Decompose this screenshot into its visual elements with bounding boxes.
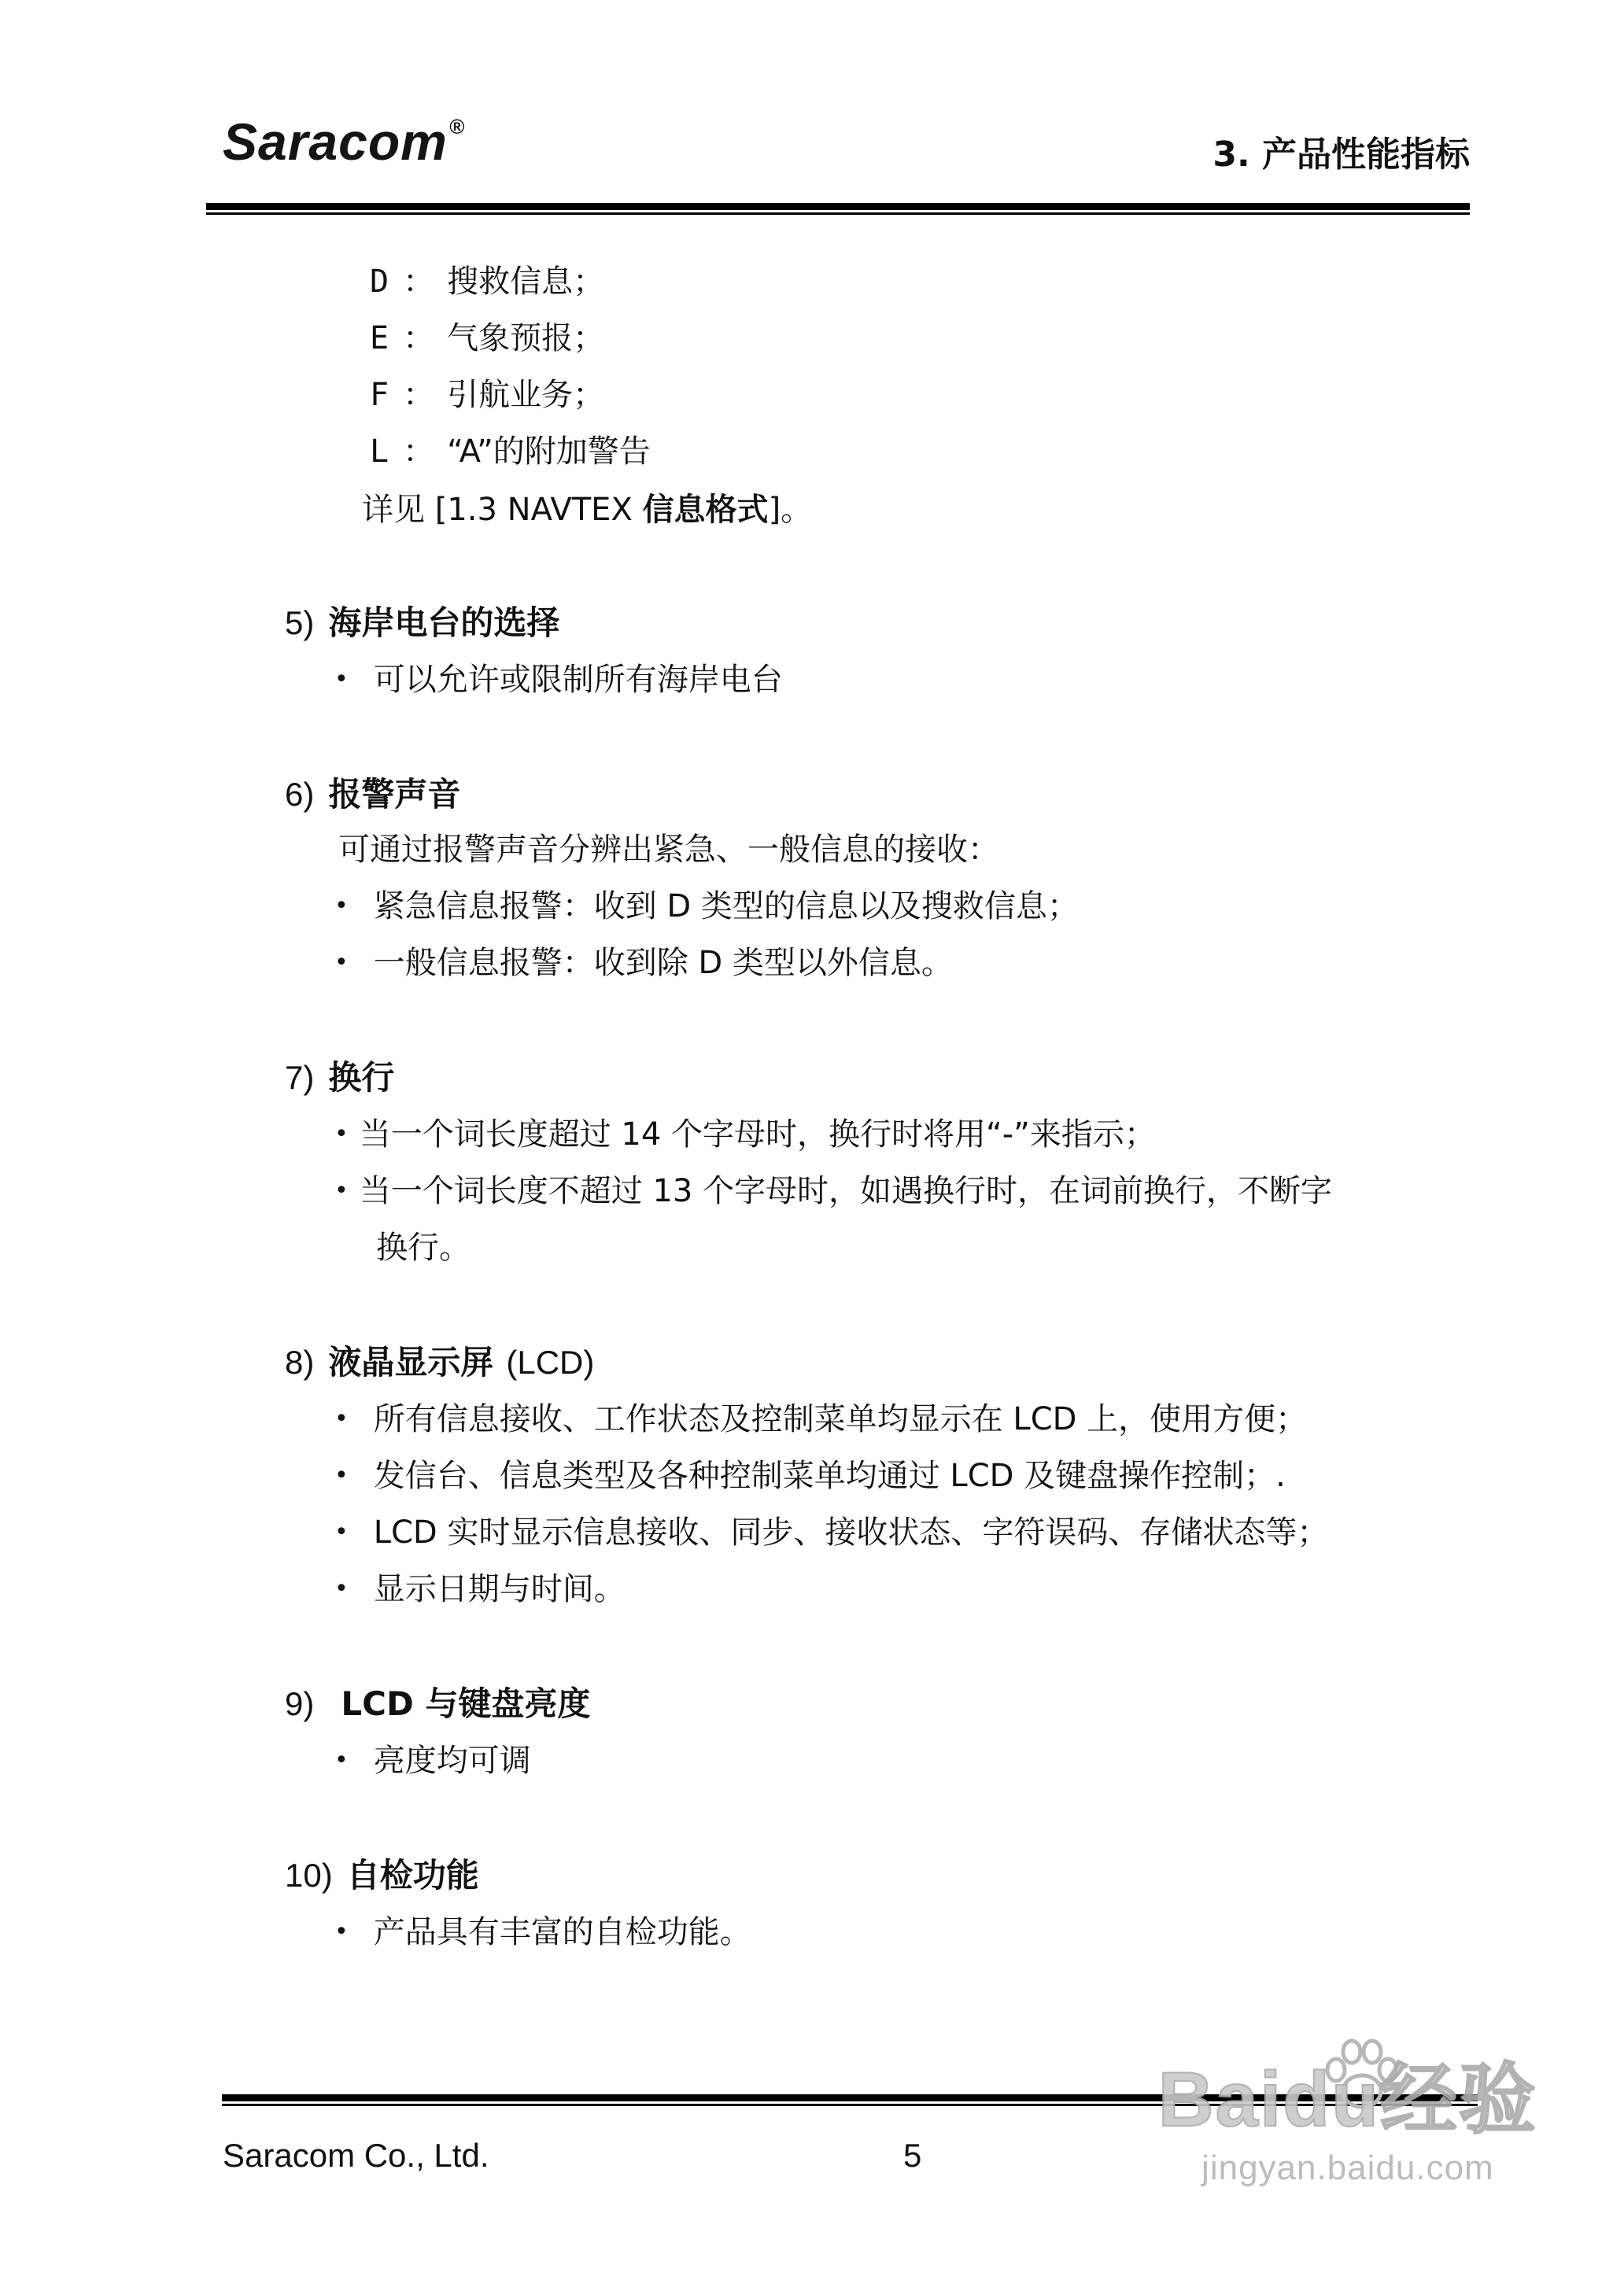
list-item: • 可以允许或限制所有海岸电台 xyxy=(334,662,783,698)
list-item: • 一般信息报警：收到除 D 类型以外信息。 xyxy=(334,945,953,981)
list-item: • 当一个词长度不超过 13 个字母时，如遇换行时，在词前换行，不断字 xyxy=(334,1173,1333,1209)
message-type-e: E ： 气象预报； xyxy=(370,320,605,356)
list-item: • LCD 实时显示信息接收、同步、接收状态、字符误码、存储状态等； xyxy=(334,1514,1329,1551)
section-6-intro: 可通过报警声音分辨出紧急、一般信息的接收： xyxy=(338,832,999,868)
section-6-heading: 6) 报警声音 xyxy=(285,775,461,813)
page-number: 5 xyxy=(903,2137,922,2174)
section-10-heading: 10) 自检功能 xyxy=(285,1856,479,1894)
list-item: • 发信台、信息类型及各种控制菜单均通过 LCD 及键盘操作控制；. xyxy=(334,1458,1286,1494)
message-type-l: L ： “A”的附加警告 xyxy=(370,433,651,470)
section-7-heading: 7) 换行 xyxy=(285,1058,395,1097)
header-rule-thin xyxy=(206,212,1470,215)
list-item: • 当一个词长度超过 14 个字母时，换行时将用“-”来指示； xyxy=(334,1116,1156,1153)
watermark-brand: Baidu经验 xyxy=(1157,2056,1537,2142)
list-item: • 亮度均可调 xyxy=(334,1743,531,1779)
section-5-heading: 5) 海岸电台的选择 xyxy=(285,603,560,642)
footer-company: Saracom Co., Ltd. xyxy=(223,2137,489,2174)
message-type-d: D ： 搜救信息； xyxy=(370,264,605,300)
see-also-note: 详见 [1.3 NAVTEX 信息格式]。 xyxy=(362,492,813,528)
header-rule xyxy=(206,203,1470,210)
list-item: • 紧急信息报警：收到 D 类型的信息以及搜救信息； xyxy=(334,888,1079,924)
registered-mark: ® xyxy=(448,115,465,138)
watermark-url: jingyan.baidu.com xyxy=(1201,2149,1494,2187)
section-9-heading: 9) LCD 与键盘亮度 xyxy=(285,1684,591,1723)
list-item: • 显示日期与时间。 xyxy=(334,1571,626,1607)
list-item-continuation: 换行。 xyxy=(376,1230,471,1266)
list-item: • 产品具有丰富的自检功能。 xyxy=(334,1914,751,1950)
chapter-title: 3. 产品性能指标 xyxy=(1212,135,1470,175)
company-logo: Saracom® xyxy=(223,113,465,171)
message-type-f: F ： 引航业务； xyxy=(370,377,605,413)
baidu-watermark xyxy=(1158,2038,1537,2188)
section-8-heading: 8) 液晶显示屏 (LCD) xyxy=(285,1343,595,1382)
list-item: • 所有信息接收、工作状态及控制菜单均显示在 LCD 上，使用方便； xyxy=(334,1401,1308,1437)
